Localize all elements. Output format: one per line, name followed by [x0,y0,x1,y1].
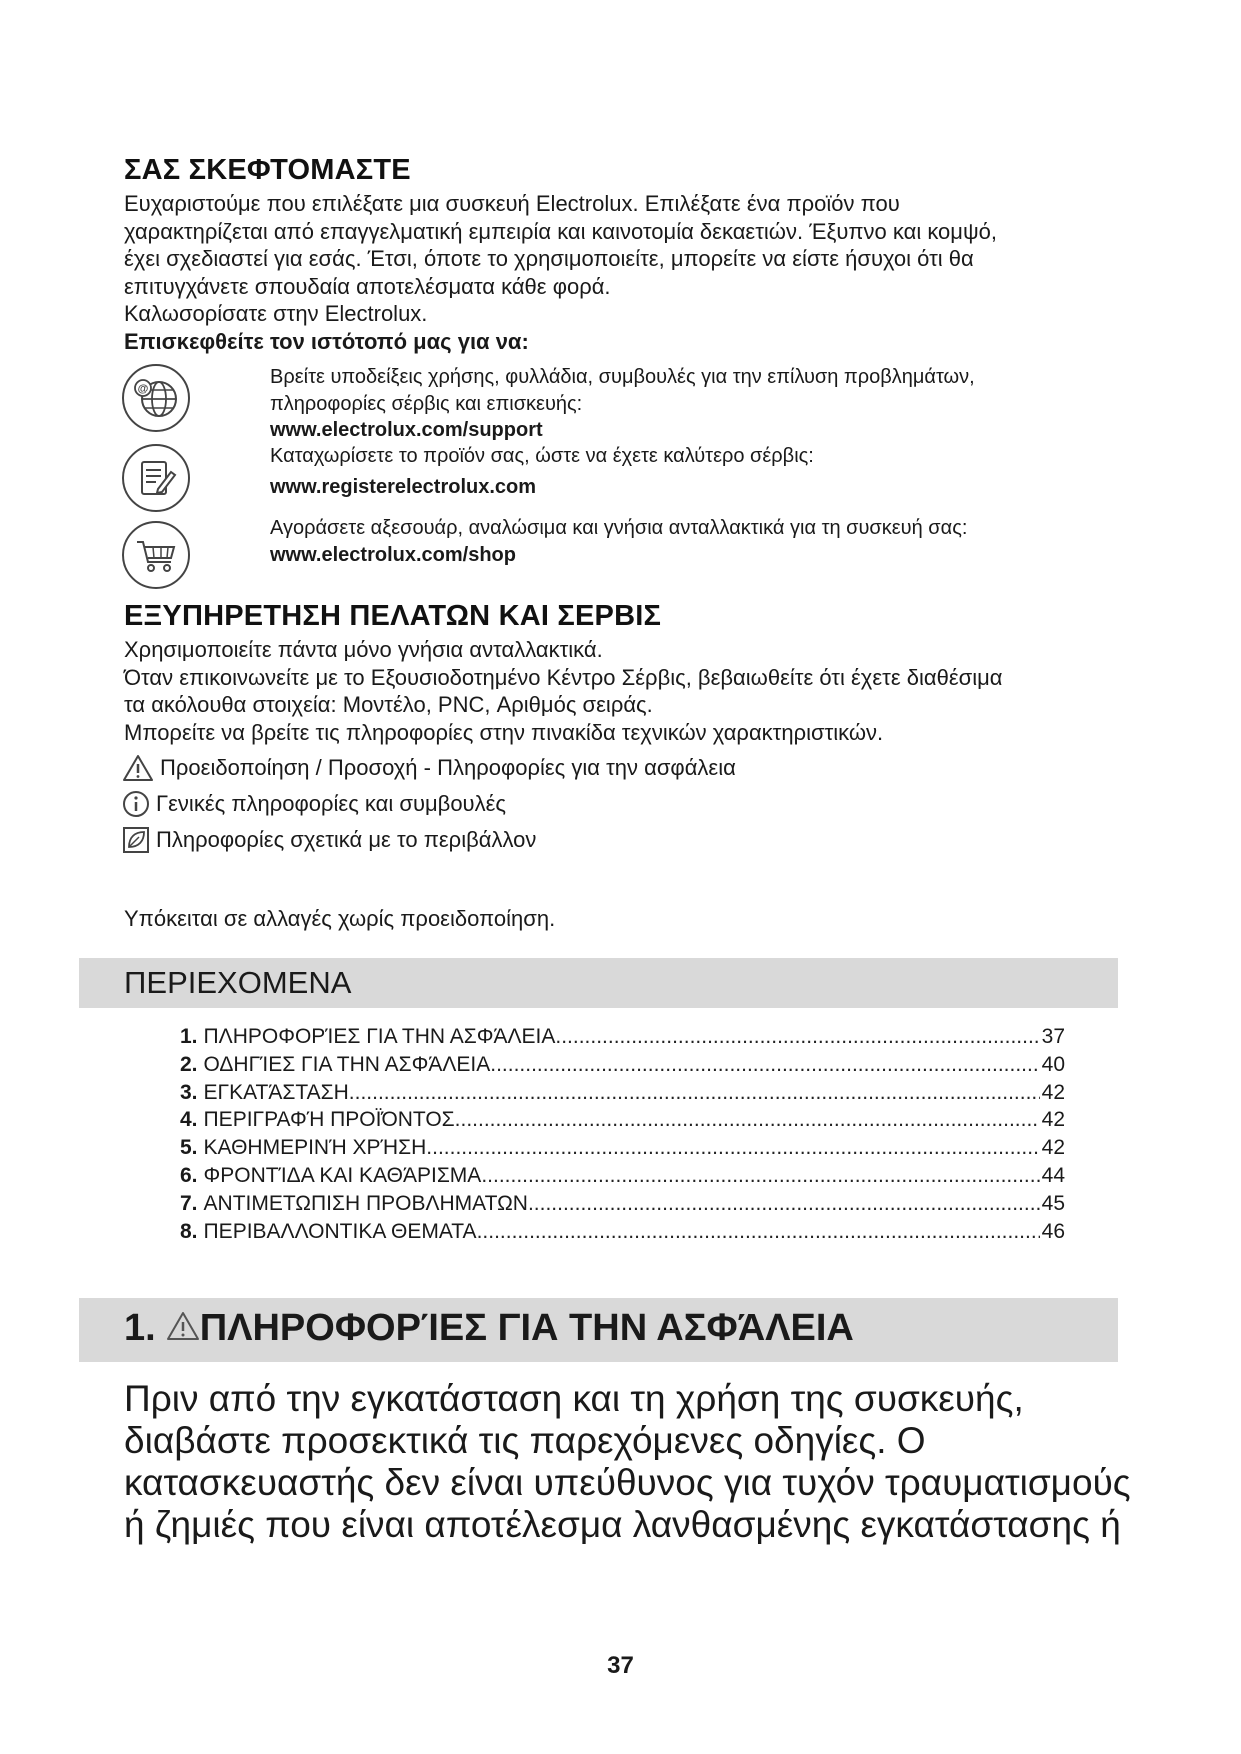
visit-item-line: Καταχωρίσετε το προϊόν σας, ώστε να έχετε καλύτερο σέρβις: [270,445,814,467]
legend-text: Προειδοποίηση / Προσοχή - Πληροφορίες για την ασφάλεια [160,755,736,780]
shop-link[interactable]: www.electrolux.com/shop [270,543,516,566]
service-paragraph [124,636,1134,746]
info-icon [122,790,150,818]
toc-number: 6. [180,1163,198,1187]
svg-text:@: @ [137,383,149,395]
toc-page: 44 [1041,1163,1065,1187]
intro-line: επιτυγχάνετε σπουδαία αποτελέσματα κάθε φορά. [124,273,611,299]
intro-title: ΣΑΣ ΣΚΕΦΤΟΜΑΣΤΕ [124,154,411,186]
legend-info [122,790,506,818]
service-line: Όταν επικοινωνείτε με το Εξουσιοδοτημένο Κέντρο Σέρβις, βεβαιωθείτε ότι έχετε διαθέσιμα [124,664,1003,690]
toc-label: ΕΓΚΑΤΆΣΤΑΣΗ [203,1080,349,1104]
toc-label: ΠΕΡΙΒΑΛΛΟΝΤΙΚΑ ΘΕΜΑΤΑ [203,1219,477,1243]
toc-list [180,1025,1065,1247]
service-title: ΕΞΥΠΗΡΕΤΗΣΗ ΠΕΛΑΤΩΝ ΚΑΙ ΣΕΡΒΙΣ [124,600,662,632]
visit-item-support [270,364,975,444]
toc-number: 8. [180,1219,198,1243]
intro-line: έχει σχεδιαστεί για εσάς. Έτσι, όποτε το χρησιμοποιείτε, μπορείτε να είστε ήσυχοι ότι θα [124,246,974,272]
contents-title: ΠΕΡΙΕΧΟΜΕΝΑ [124,965,352,1000]
intro-line: Καλωσορίσατε στην Electrolux. [124,301,428,327]
toc-page: 42 [1041,1136,1065,1160]
legend-text: Πληροφορίες σχετικά με το περιβάλλον [156,827,537,852]
legend-text: Γενικές πληροφορίες και συμβουλές [156,791,506,816]
toc-label: ΚΑΘΗΜΕΡΙΝΉ ΧΡΉΣΗ [203,1136,427,1160]
toc-entry[interactable] [180,1108,1065,1136]
service-line: Χρησιμοποιείτε πάντα μόνο γνήσια ανταλλακτικά. [124,637,603,662]
toc-label: ΠΕΡΙΓΡΑΦΉ ΠΡΟΪΌΝΤΟΣ [203,1108,455,1132]
intro-paragraph [124,190,1134,356]
support-link[interactable]: www.electrolux.com/support [270,419,543,441]
toc-entry[interactable] [180,1025,1065,1053]
safety-line: διαβάστε προσεκτικά τις παρεχόμενες οδηγίες. Ο [124,1420,926,1461]
safety-line: Πριν από την εγκατάσταση και τη χρήση της συσκευής, [124,1378,1024,1419]
toc-entry[interactable] [180,1081,1065,1109]
visit-item-line: πληροφορίες σέρβις και επισκευής: [270,392,583,415]
toc-entry[interactable] [180,1192,1065,1220]
warning-icon [122,754,154,782]
legend-environment [122,826,536,854]
safety-number: 1. [124,1307,156,1349]
toc-entry[interactable] [180,1164,1065,1192]
safety-paragraph [124,1378,1134,1546]
toc-number: 4. [180,1108,198,1132]
toc-entry[interactable] [180,1220,1065,1248]
safety-line: κατασκευαστής δεν είναι υπεύθυνος για τυχόν τραυματισμούς [124,1462,1131,1503]
visit-item-register [270,443,814,500]
visit-item-shop [270,515,967,568]
toc-page: 42 [1041,1108,1065,1132]
service-line: Μπορείτε να βρείτε τις πληροφορίες στην πινακίδα τεχνικών χαρακτηριστικών. [124,719,884,745]
toc-page: 40 [1041,1052,1065,1076]
toc-number: 3. [180,1080,198,1104]
legend-warning [122,754,736,782]
toc-label: ΟΔΗΓΊΕΣ ΓΙΑ ΤΗΝ ΑΣΦΆΛΕΙΑ [203,1052,491,1076]
warning-icon [166,1311,200,1341]
safety-heading [124,1307,854,1350]
toc-number: 1. [180,1025,198,1048]
toc-label: ΦΡΟΝΤΊΔΑ ΚΑΙ ΚΑΘΆΡΙΣΜΑ [203,1163,482,1187]
change-notice: Υπόκειται σε αλλαγές χωρίς προειδοποίηση. [124,906,556,931]
cart-icon [121,520,191,590]
toc-number: 2. [180,1052,198,1076]
toc-number: 5. [180,1136,198,1160]
register-link[interactable]: www.registerelectrolux.com [270,475,537,498]
toc-page: 46 [1041,1219,1065,1243]
register-icon [121,443,191,513]
toc-page: 42 [1041,1080,1065,1104]
page-number: 37 [607,1652,634,1679]
toc-label: ΑΝΤΙΜΕΤΩΠΙΣΗ ΠΡΟΒΛΗΜΑΤΩΝ [203,1191,528,1215]
leaf-icon [122,826,150,854]
globe-icon [121,363,191,433]
toc-entry[interactable] [180,1136,1065,1164]
toc-entry[interactable] [180,1053,1065,1081]
safety-title: ΠΛΗΡΟΦΟΡΊΕΣ ΓΙΑ ΤΗΝ ΑΣΦΆΛΕΙΑ [199,1307,854,1349]
visit-heading: Επισκεφθείτε τον ιστότοπό μας για να: [124,328,529,354]
intro-line: Ευχαριστούμε που επιλέξατε μια συσκευή Electrolux. Επιλέξατε ένα προϊόν που [124,191,900,216]
toc-page: 45 [1041,1191,1065,1215]
toc-label: ΠΛΗΡΟΦΟΡΊΕΣ ΓΙΑ ΤΗΝ ΑΣΦΆΛΕΙΑ [203,1025,556,1048]
service-line: τα ακόλουθα στοιχεία: Μοντέλο, PNC, Αριθμός σειράς. [124,692,653,718]
toc-number: 7. [180,1191,198,1215]
toc-page: 37 [1041,1025,1065,1048]
safety-line: ή ζημιές που είναι αποτέλεσμα λανθασμένης εγκατάστασης ή [124,1504,1121,1545]
visit-item-line: Αγοράσετε αξεσουάρ, αναλώσιμα και γνήσια ανταλλακτικά για τη συσκευή σας: [270,517,968,539]
intro-line: χαρακτηρίζεται από επαγγελματική εμπειρία και καινοτομία δεκαετιών. Έξυπνο και κομψό, [124,218,997,244]
visit-item-line: Βρείτε υποδείξεις χρήσης, φυλλάδια, συμβουλές για την επίλυση προβλημάτων, [270,366,975,388]
